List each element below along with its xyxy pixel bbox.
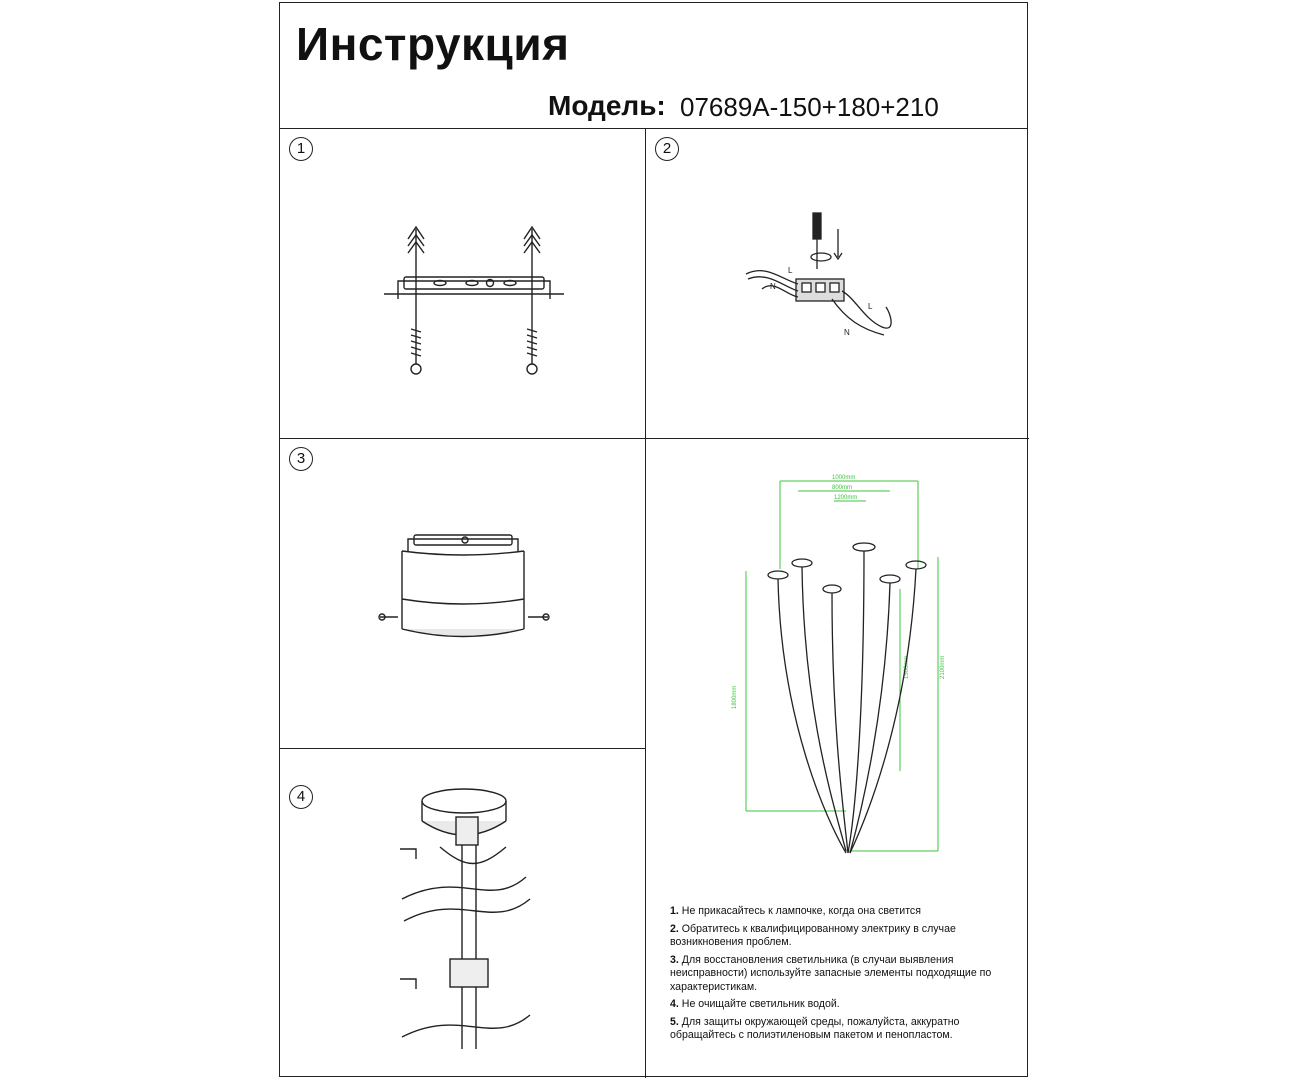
dimension-label: 1000mm bbox=[832, 475, 856, 481]
dimension-label: 1200mm bbox=[834, 495, 858, 501]
note-item: 4. Не очищайте светильник водой. bbox=[670, 998, 840, 1010]
model-value: 07689A-150+180+210 bbox=[680, 92, 939, 122]
dimension-label: 1500mm bbox=[904, 655, 910, 679]
wire-label: L bbox=[788, 266, 793, 275]
step-number: 3 bbox=[289, 447, 313, 471]
dimension-label: 1800mm bbox=[732, 685, 738, 709]
page-title: Инструкция bbox=[296, 18, 570, 70]
step-number: 4 bbox=[289, 785, 313, 809]
step-number: 1 bbox=[289, 137, 313, 161]
chandelier-dimension-drawing bbox=[646, 439, 1029, 889]
note-item: 3. Для восстановления светильника (в случаи выявления неисправности) используйте запасные элементы подходящие по характеристикам. bbox=[670, 953, 992, 993]
safety-notes bbox=[670, 905, 1010, 1047]
step-2-panel bbox=[646, 129, 1029, 439]
instruction-sheet bbox=[279, 2, 1028, 1077]
note-item: 1. Не прикасайтесь к лампочке, когда она светится bbox=[670, 905, 921, 917]
step-3-panel bbox=[280, 439, 646, 749]
wire-label: N bbox=[770, 282, 776, 291]
step-number: 2 bbox=[655, 137, 679, 161]
wire-label: N bbox=[844, 328, 850, 337]
dimensions-panel bbox=[646, 439, 1029, 1078]
wiring-illustration bbox=[646, 129, 1029, 439]
step-4-panel bbox=[280, 749, 646, 1078]
dimension-label: 800mm bbox=[832, 485, 853, 491]
model-label: Модель: bbox=[548, 90, 666, 121]
step-1-panel bbox=[280, 129, 646, 439]
header bbox=[280, 3, 1027, 129]
wire-label: L bbox=[868, 302, 873, 311]
cable-fixing-illustration bbox=[280, 749, 646, 1078]
dimension-label: 2100mm bbox=[940, 655, 946, 679]
note-item: 5. Для защиты окружающей среды, пожалуйста, аккуратно обращайтесь с полиэтиленовым пакетом и пенопластом. bbox=[670, 1015, 960, 1041]
canopy-illustration bbox=[280, 439, 646, 749]
mounting-bracket-illustration bbox=[280, 129, 646, 439]
note-item: 2. Обратитесь к квалифицированному электрику в случае возникновения проблем. bbox=[670, 922, 956, 948]
